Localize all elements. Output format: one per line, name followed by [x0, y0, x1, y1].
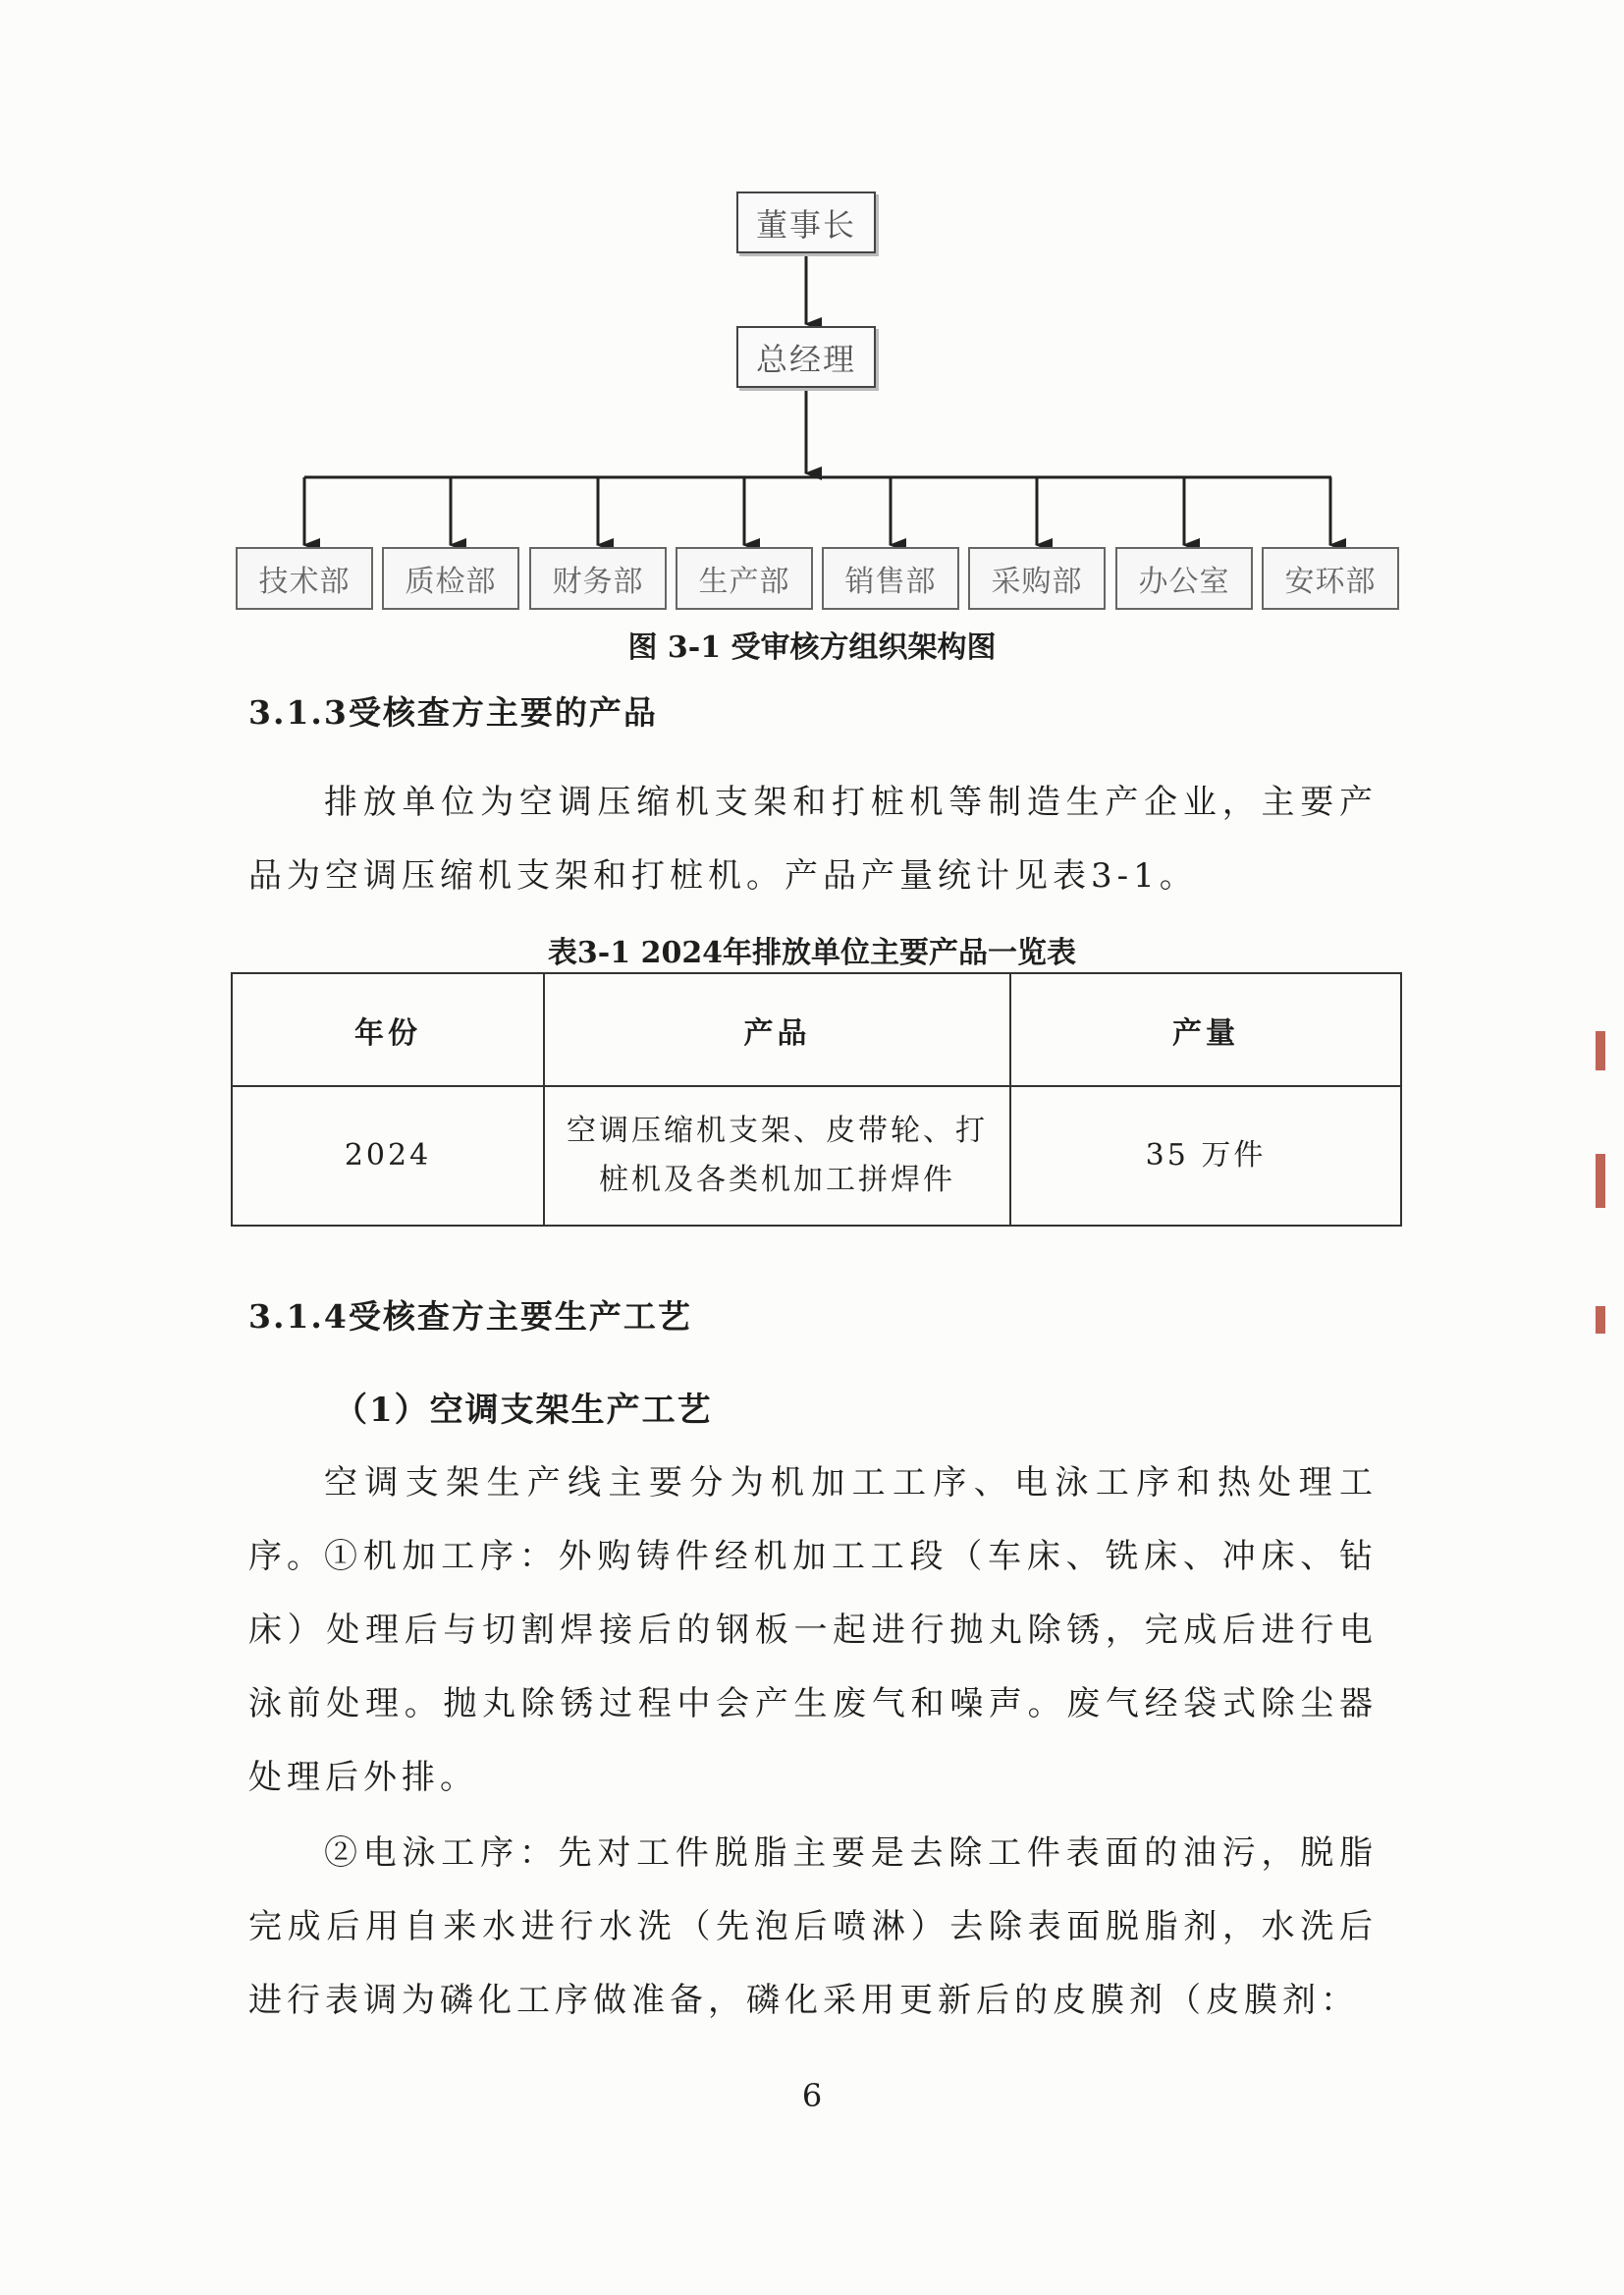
process-paragraph-intro: 空调支架生产线主要分为机加工工序、电泳工序和热处理工序。	[248, 1463, 1378, 1576]
dept-tech: 技术部	[236, 547, 373, 610]
scan-edge-mark	[1596, 1154, 1605, 1208]
dept-purchasing: 采购部	[968, 547, 1106, 610]
scan-edge-mark	[1596, 1306, 1605, 1334]
section-3-1-3-paragraph: 排放单位为空调压缩机支架和打桩机等制造生产企业，主要产品为空调压缩机支架和打桩机。产品产量统计见表3-1。	[248, 783, 1378, 896]
org-node-general-manager: 总经理	[736, 326, 876, 388]
page-number: 6	[801, 2077, 823, 2114]
org-chart-connectors	[0, 0, 1624, 628]
dept-office: 办公室	[1115, 547, 1253, 610]
table-header-output: 产量	[1010, 973, 1401, 1086]
table-cell-product: 空调压缩机支架、皮带轮、打桩机及各类机加工拼焊件	[544, 1086, 1010, 1226]
products-table	[231, 972, 1402, 1227]
section-heading-3-1-4: 3.1.4受核查方主要生产工艺	[248, 1297, 692, 1336]
table-header-year: 年份	[232, 973, 544, 1086]
process-paragraph-machining: ①机加工序：外购铸件经机加工工段（车床、铣床、冲床、钻床）处理后与切割焊接后的钢板一起进行抛丸除锈，完成后进行电泳前处理。抛丸除锈过程中会产生废气和噪声。废气经袋式除尘器处理后外排。	[248, 1537, 1378, 1797]
dept-safety-env: 安环部	[1262, 547, 1399, 610]
table-header-product: 产品	[544, 973, 1010, 1086]
table-row	[232, 1086, 1401, 1226]
org-chart	[0, 0, 1624, 628]
process-paragraph-electrophoresis: ②电泳工序：先对工件脱脂主要是去除工件表面的油污，脱脂完成后用自来水进行水洗（先泡后喷淋）去除表面脱脂剂，水洗后进行表调为磷化工序做准备，磷化采用更新后的皮膜剂（皮膜剂：	[248, 1833, 1378, 2020]
scan-edge-mark	[1596, 1031, 1605, 1070]
table-cell-output: 35 万件	[1010, 1086, 1401, 1226]
table-header-row	[232, 973, 1401, 1086]
table-caption: 表3-1 2024年排放单位主要产品一览表	[547, 936, 1077, 970]
section-heading-3-1-3: 3.1.3受核查方主要的产品	[248, 693, 658, 732]
dept-production: 生产部	[676, 547, 813, 610]
table-cell-year: 2024	[232, 1086, 544, 1226]
subsection-heading-1: （1）空调支架生产工艺	[334, 1391, 713, 1430]
org-node-chairman: 董事长	[736, 191, 876, 253]
dept-quality: 质检部	[382, 547, 519, 610]
figure-caption: 图 3-1 受审核方组织架构图	[627, 630, 997, 665]
dept-finance: 财务部	[529, 547, 667, 610]
dept-sales: 销售部	[822, 547, 959, 610]
department-arrows	[304, 477, 1330, 545]
